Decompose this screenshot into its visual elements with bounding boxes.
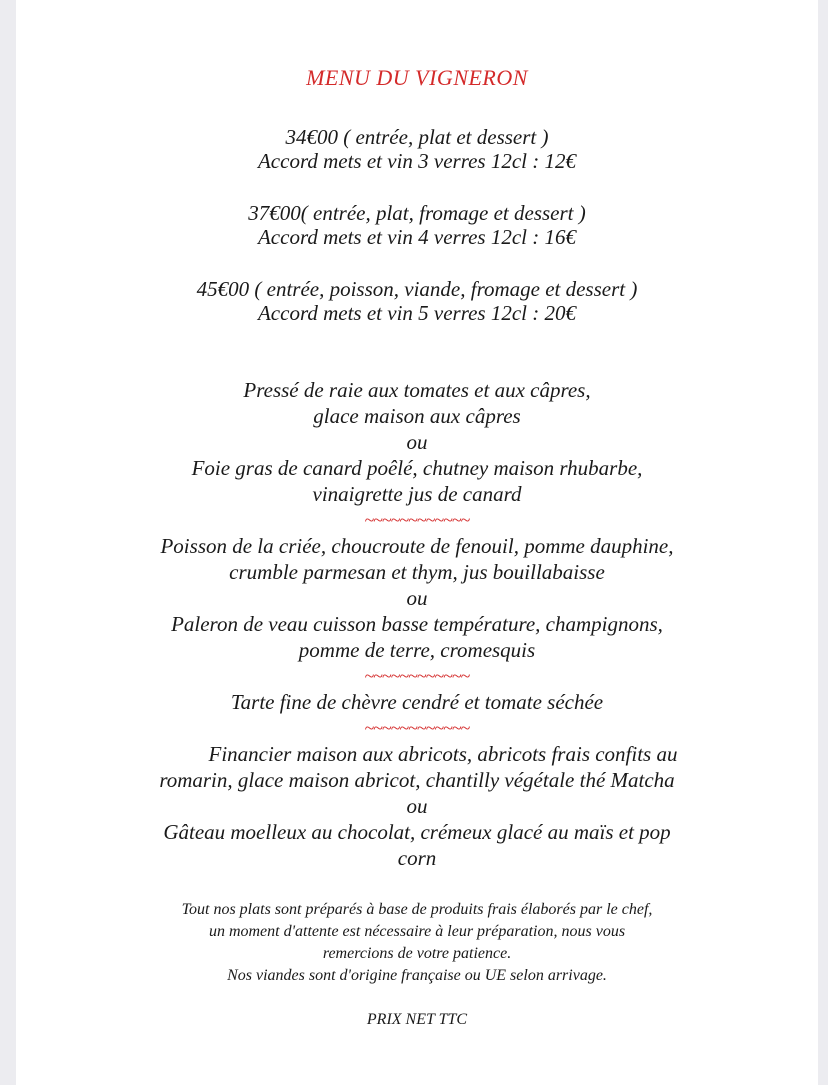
footer-line: Nos viandes sont d'origine française ou UE selon arrivage. [227,967,607,984]
wine-pairing: Accord mets et vin 3 verres 12cl : 12€ [257,149,576,173]
document-page [16,0,818,1085]
dessert-1-line: Financier maison aux abricots, abricots frais confits au [208,742,678,766]
or-label: ou [406,794,428,818]
footer-line: remercions de votre patience. [322,945,512,962]
dessert-2-line: Gâteau moelleux au chocolat, crémeux glacé au maïs et pop [163,820,671,844]
or-label: ou [406,586,428,610]
main-2-line: Paleron de veau cuisson basse température, champignons, [171,612,663,636]
cheese-course: Tarte fine de chèvre cendré et tomate séchée [230,690,604,714]
main-2-line: pomme de terre, cromesquis [298,638,536,662]
footer-note [16,899,818,987]
wine-pairing: Accord mets et vin 5 verres 12cl : 20€ [257,301,576,325]
price-option [16,201,818,249]
price-option [16,277,818,325]
menu-price: 45€00 ( entrée, poisson, viande, fromage et dessert ) [196,277,638,301]
course-separator: ~~~~~~~~~~~~ [364,718,470,738]
footer-line: Tout nos plats sont préparés à base de produits frais élaborés par le chef, [181,901,653,918]
dessert-2-line: corn [397,846,437,870]
price-note: PRIX NET TTC [366,1011,468,1028]
starter-1-line: glace maison aux câpres [313,404,521,428]
courses [16,377,818,871]
menu-price: 37€00( entrée, plat, fromage et dessert ) [248,201,586,225]
starter-2-line: Foie gras de canard poêlé, chutney maison rhubarbe, [191,456,643,480]
starter-2-line: vinaigrette jus de canard [312,482,522,506]
wine-pairing: Accord mets et vin 4 verres 12cl : 16€ [257,225,576,249]
dessert-1-line: romarin, glace maison abricot, chantilly végétale thé Matcha [159,768,675,792]
course-separator: ~~~~~~~~~~~~ [364,510,470,530]
menu-price: 34€00 ( entrée, plat et dessert ) [285,125,549,149]
menu-title: MENU DU VIGNERON [306,65,528,90]
price-list [16,125,818,353]
price-option [16,125,818,173]
main-1-line: Poisson de la criée, choucroute de fenouil, pomme dauphine, [160,534,674,558]
starter-1-line: Pressé de raie aux tomates et aux câpres, [243,378,591,402]
course-separator: ~~~~~~~~~~~~ [364,666,470,686]
footer-line: un moment d'attente est nécessaire à leur préparation, nous vous [208,923,626,940]
main-1-line: crumble parmesan et thym, jus bouillabaisse [229,560,605,584]
or-label: ou [406,430,428,454]
